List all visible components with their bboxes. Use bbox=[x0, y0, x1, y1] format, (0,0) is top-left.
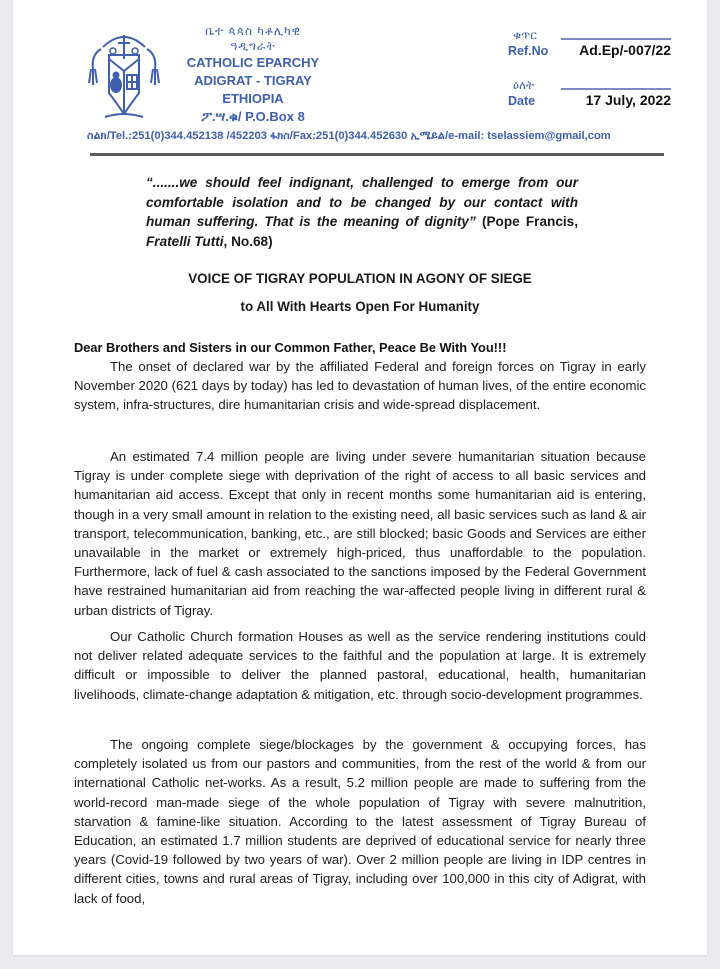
quote-attribution-open: (Pope Francis, bbox=[475, 214, 578, 230]
ref-label: Ref.No bbox=[508, 44, 549, 58]
eparchy-coat-of-arms-icon bbox=[83, 25, 165, 125]
org-amharic-location: ዓዲግራት bbox=[230, 39, 276, 53]
ref-value: Ad.Ep/-007/22 bbox=[579, 42, 671, 58]
body-paragraph: The onset of declared war by the affiliated Federal and foreign forces on Tigray in early November 2020 (621 days by today) has led to devastation of human lives, of the entire economic system, infra-structures, dire humanitarian crisis and wide-spread displacement. bbox=[74, 359, 646, 413]
reference-block bbox=[503, 24, 673, 124]
ref-underline bbox=[561, 38, 671, 40]
ref-number-row bbox=[503, 24, 673, 74]
date-row bbox=[503, 74, 673, 124]
date-label: Date bbox=[508, 94, 536, 108]
salutation: Dear Brothers and Sisters in our Common Father, Peace Be With You!!! bbox=[74, 340, 507, 355]
body-paragraph: The ongoing complete siege/blockages by the government & occupying forces, has completely isolated us from our pastors and communities, from the rest of the world & from our international Catholic net-works. As a result, 5.2 million people are made to suffering from the world-record man-made siege of the whole population of Tigray with severe malnutrition, starvation & famine-like situation. According to the latest assessment of Tigray Bureau of Education, an estimated 1.7 million students are deprived of educational service for nearly three years (Covid-19 followed by two years of war). Over 2 million people are living in IDP centres in different cities, towns and rural areas of Tigray, including over 100,000 in this city of Adigrat, with lack of food, bbox=[74, 737, 646, 906]
letter-subtitle: to All With Hearts Open For Humanity bbox=[240, 299, 480, 314]
org-location: ADIGRAT - TIGRAY bbox=[194, 73, 312, 88]
letter-page bbox=[13, 0, 707, 955]
date-value: 17 July, 2022 bbox=[585, 92, 671, 108]
ref-label-amharic: ቁጥር bbox=[513, 28, 537, 42]
quote-text: “.......we should feel indignant, challenged to emerge from our comfortable isolation and to be changed by our contact with human suffering. That is the meaning of dignity” bbox=[146, 175, 578, 230]
org-pobox: ፖ.ሣ.ቁ/ P.O.Box 8 bbox=[201, 109, 305, 124]
body-paragraph: Our Catholic Church formation Houses as well as the service rendering institutions could not deliver related adequate services to the faithful and the population at large. It is extremely difficult or impossible to deliver the planned pastoral, educational, health, humanitarian livelihoods, climate-change adaptation & mitigation, etc. through socio-development programmes. bbox=[74, 629, 646, 702]
org-name: CATHOLIC EPARCHY bbox=[186, 55, 320, 70]
epigraph-quote bbox=[146, 173, 578, 251]
date-underline bbox=[561, 88, 671, 90]
quote-attribution-work: Fratelli Tutti bbox=[146, 233, 224, 249]
letter-title: VOICE OF TIGRAY POPULATION IN AGONY OF SIEGE bbox=[188, 271, 532, 286]
quote-attribution-close: , No.68) bbox=[223, 233, 273, 249]
letterhead-divider bbox=[90, 153, 664, 156]
body-paragraph: An estimated 7.4 million people are living under severe humanitarian situation because Tigray is under complete siege with deprivation of the right of access to all basic services and humanitarian aid access. Except that only in recent months some humanitarian aid is entering, though in a very small amount in relation to the existing need, all basic services such as land & air transport, telecommunication, banking, etc., are still blocked; basic Goods and Services are either unavailable in the market or extremely high-priced, thus unaffordable to the population. Furthermore, lack of fuel & cash associated to the sanctions imposed by the Federal Government have restrained humanitarian aid from reaching the war-affected people living in different rural & urban districts of Tigray. bbox=[74, 449, 646, 618]
contact-line: ስልክ/Tel.:251(0)344.452138 /452203 ፋክስ/Fax:251(0)344.452630 ኢሜይል/e-mail: tselassiem@gmail,com bbox=[87, 130, 611, 142]
org-country: ETHIOPIA bbox=[222, 91, 284, 106]
organization-block bbox=[163, 24, 343, 126]
org-amharic-name: ቤተ ጳጳስ ካቶሊካዊ bbox=[205, 24, 301, 38]
date-label-amharic: ዕለት bbox=[513, 78, 535, 92]
